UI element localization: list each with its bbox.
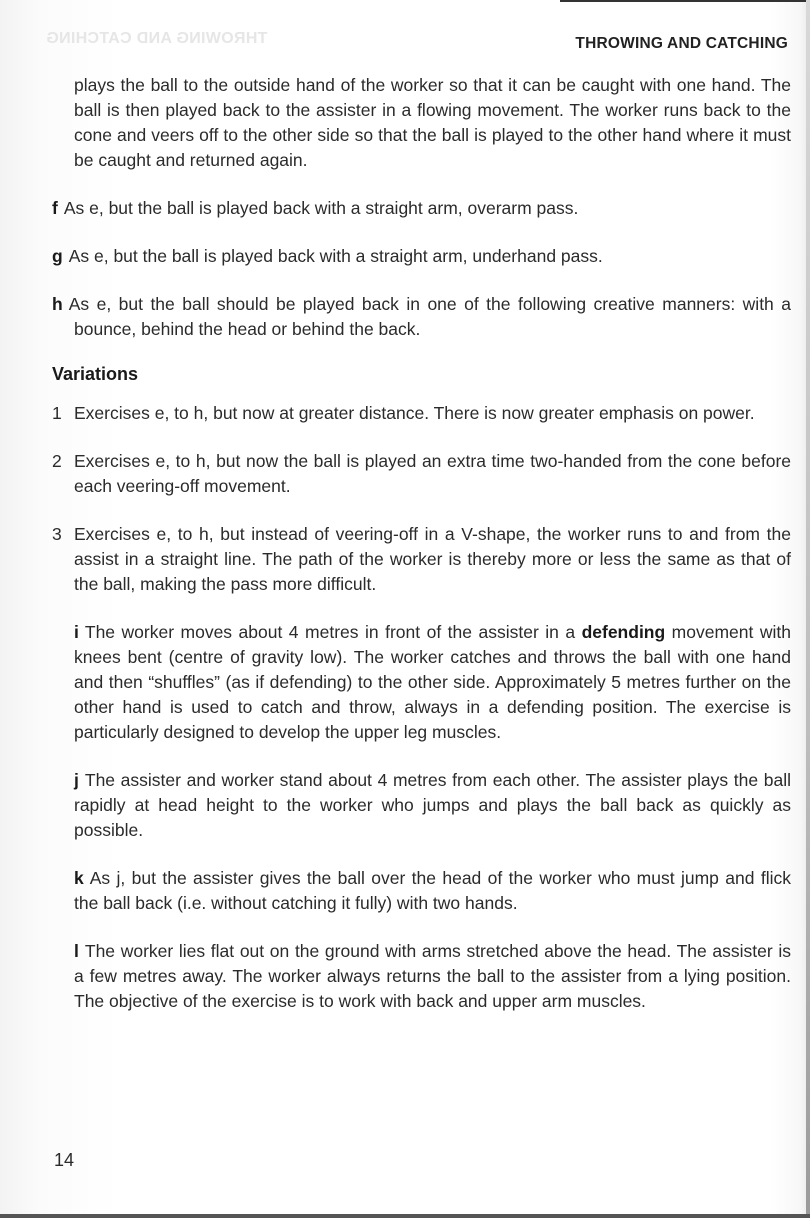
exercise-text: As e, but the ball is played back with a straight arm, underhand pass. bbox=[68, 246, 603, 266]
variation-number: 1 bbox=[52, 403, 62, 423]
variation-text: Exercises e, to h, but now the ball is played an extra time two-handed from the cone before each veering-off movement. bbox=[74, 451, 791, 496]
page-edge-shadow bbox=[806, 0, 810, 1218]
section-heading-variations: Variations bbox=[52, 364, 139, 384]
exercise-i bbox=[52, 620, 791, 745]
bleed-through-header: THROWING AND CATCHING bbox=[46, 30, 268, 47]
variation-text: Exercises e, to h, but now at greater distance. There is now greater emphasis on power. bbox=[74, 403, 755, 423]
exercise-h bbox=[52, 292, 791, 342]
page-body bbox=[52, 73, 791, 1037]
variation-number: 2 bbox=[52, 451, 62, 471]
running-head: THROWING AND CATCHING bbox=[575, 35, 788, 52]
intro-paragraph: plays the ball to the outside hand of the worker so that it can be caught with one hand. The ball is then played back to the assister in a flowing movement. The worker runs back to the cone and veers off to the other side so that the ball is played to the other hand where it must be caught and returned again. bbox=[74, 75, 791, 170]
exercise-text: The assister and worker stand about 4 metres from each other. The assister plays the ball rapidly at head height to the worker who jumps and plays the ball back as quickly as possible. bbox=[74, 770, 791, 840]
exercise-g bbox=[52, 244, 791, 269]
variation-item bbox=[52, 401, 791, 426]
variation-number: 3 bbox=[52, 524, 62, 544]
exercise-label: l bbox=[74, 941, 79, 961]
emphasis-word: defending bbox=[581, 622, 666, 642]
exercise-text: The worker lies flat out on the ground with arms stretched above the head. The assister is a few metres away. The worker always returns the ball to the assister from a lying position. The objective of the exercise is to work with back and upper arm muscles. bbox=[74, 941, 791, 1011]
exercise-text: The worker moves about 4 metres in front of the assister in a bbox=[84, 622, 576, 642]
exercise-text-continued: movement with knees bent (centre of gravity low). The worker catches and throws the ball with one hand and then “shuffles” (as if defending) to the other side. Approximately 5 metres further on the other hand is used to catch and throw, always in a defending position. The exercise is particularly designed to develop the upper leg muscles. bbox=[74, 622, 791, 742]
variation-item bbox=[52, 522, 791, 597]
exercise-j bbox=[52, 768, 791, 843]
exercise-label: g bbox=[52, 246, 63, 266]
exercise-text: As e, but the ball should be played back in one of the following creative manners: with a bounce, behind the head or behind the back. bbox=[68, 294, 791, 339]
exercise-label: i bbox=[74, 622, 79, 642]
exercise-label: h bbox=[52, 294, 63, 314]
page-number: 14 bbox=[54, 1150, 75, 1170]
exercise-k bbox=[52, 866, 791, 916]
exercise-l bbox=[52, 939, 791, 1014]
bottom-rule bbox=[0, 1214, 810, 1218]
exercise-label: k bbox=[74, 868, 84, 888]
exercise-f bbox=[52, 196, 791, 221]
variation-text: Exercises e, to h, but instead of veering-off in a V-shape, the worker runs to and from the assist in a straight line. The path of the worker is thereby more or less the same as that of the ball, making the pass more difficult. bbox=[74, 524, 791, 594]
exercise-label: j bbox=[74, 770, 79, 790]
variation-item bbox=[52, 449, 791, 499]
exercise-text: As j, but the assister gives the ball over the head of the worker who must jump and flick the ball back (i.e. without catching it fully) with two hands. bbox=[74, 868, 791, 913]
exercise-label: f bbox=[52, 198, 58, 218]
exercise-text: As e, but the ball is played back with a straight arm, overarm pass. bbox=[63, 198, 579, 218]
top-rule bbox=[560, 0, 810, 2]
